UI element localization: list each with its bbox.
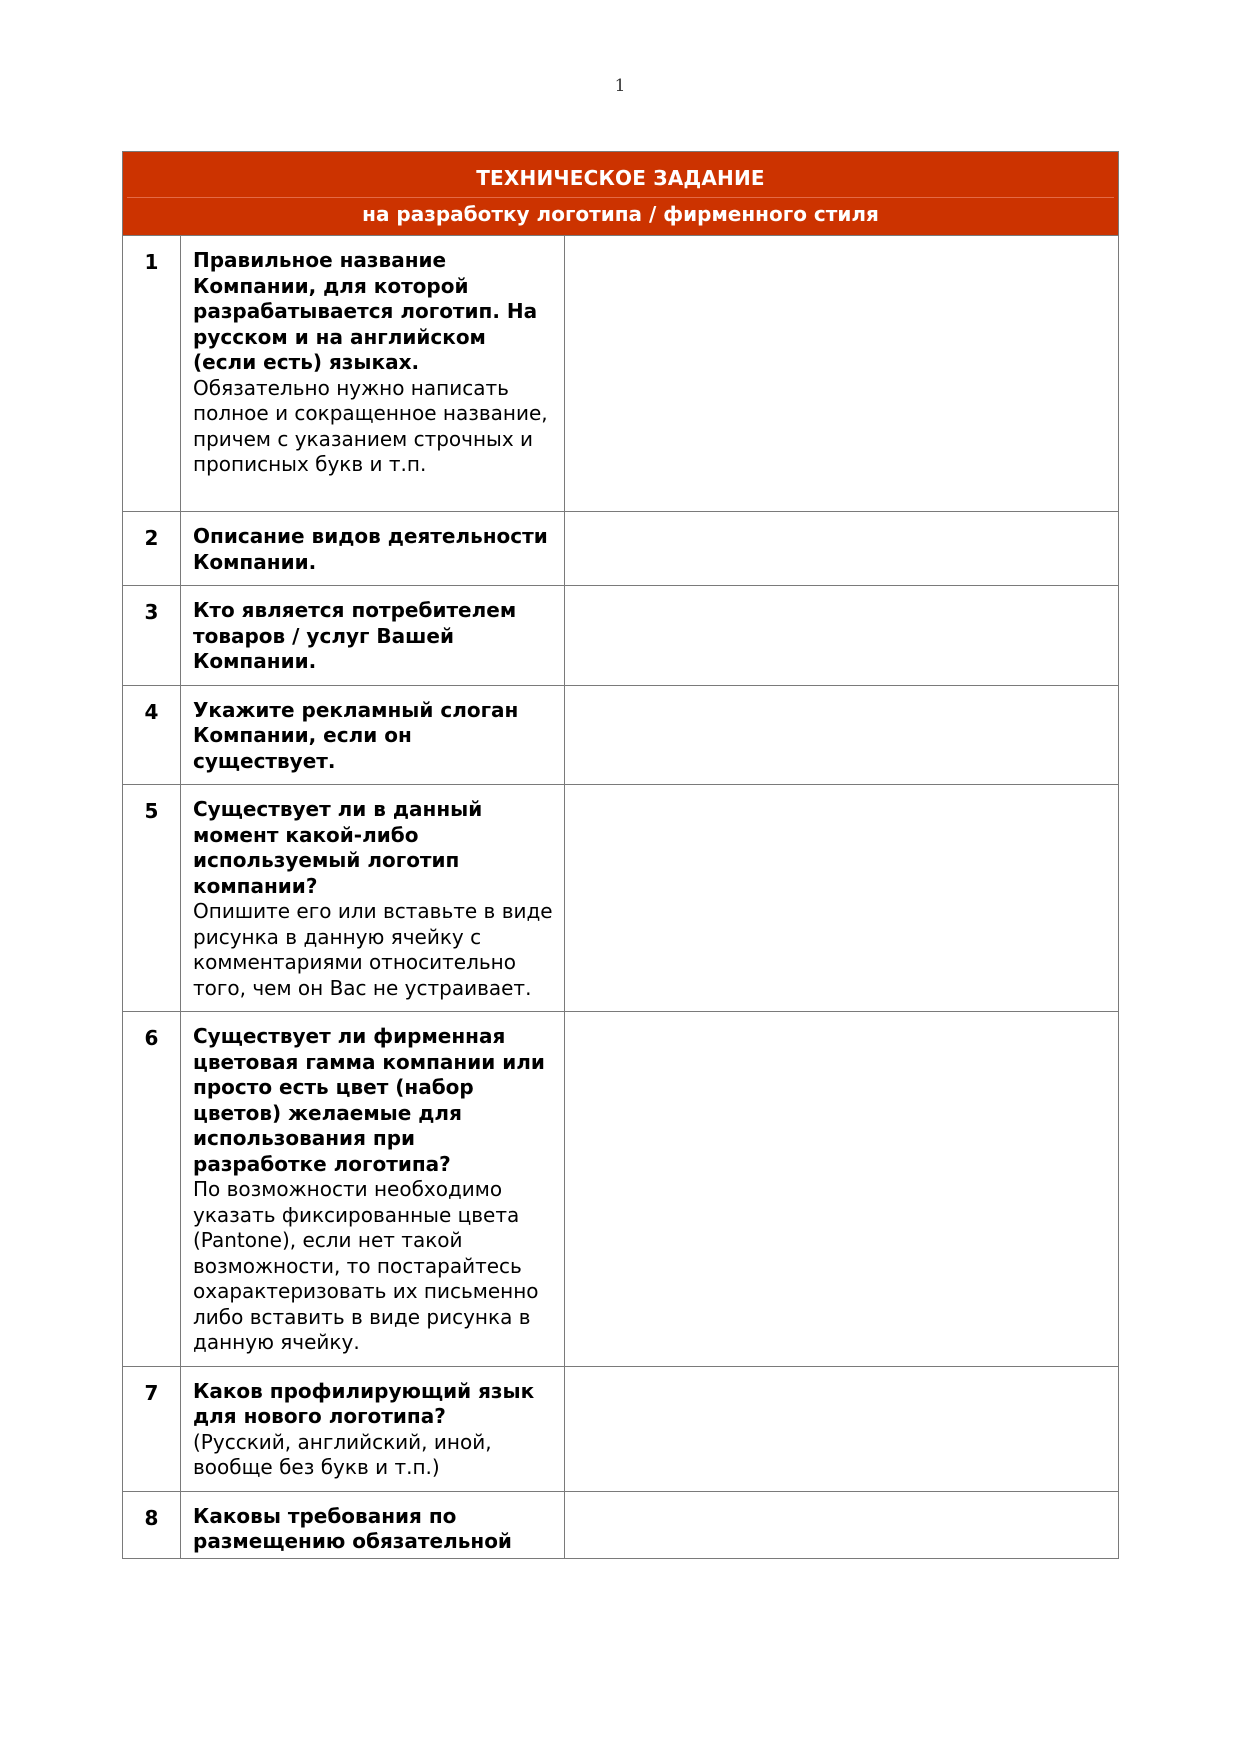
table-row [123, 236, 1119, 512]
answer-cell[interactable] [565, 512, 1119, 586]
question-text: Кто является потребителем товаров / услуг Вашей Компании. [193, 598, 517, 673]
table-row [123, 1491, 1119, 1558]
row-number: 8 [123, 1491, 181, 1558]
answer-cell[interactable] [565, 586, 1119, 686]
table-row [123, 785, 1119, 1012]
question-cell [181, 1366, 565, 1491]
specification-table [122, 151, 1119, 1559]
question-cell [181, 785, 565, 1012]
table-header [123, 152, 1119, 236]
question-text: Укажите рекламный слоган Компании, если он существует. [193, 697, 519, 773]
question-text: Существует ли фирменная цветовая гамма компании или просто есть цвет (набор цветов) желаемые для использования при разработке логотипа? [193, 1024, 545, 1176]
answer-cell[interactable] [565, 685, 1119, 785]
question-text: Каковы требования по размещению обязательной [193, 1503, 512, 1553]
question-note: По возможности необходимо указать фиксированные цвета (Pantone), если нет такой возможности, то постарайтесь охарактеризовать их письменно либо вставить в виде рисунка в данную ячейку. [193, 1177, 539, 1354]
row-number: 3 [123, 586, 181, 686]
question-text: Описание видов деятельности Компании. [193, 524, 548, 574]
answer-cell[interactable] [565, 1491, 1119, 1558]
answer-cell[interactable] [565, 785, 1119, 1012]
row-number: 2 [123, 512, 181, 586]
table-header-row [123, 152, 1119, 236]
table-row [123, 1366, 1119, 1491]
question-text: Правильное название Компании, для которой разрабатывается логотип. На русском и на английском (если есть) языках. [193, 248, 538, 374]
question-cell [181, 685, 565, 785]
row-number: 7 [123, 1366, 181, 1491]
table-row [123, 1012, 1119, 1367]
question-cell [181, 586, 565, 686]
table-row [123, 586, 1119, 686]
question-text: Каков профилирующий язык для нового логотипа? [193, 1378, 535, 1428]
row-number: 4 [123, 685, 181, 785]
answer-cell[interactable] [565, 1366, 1119, 1491]
answer-cell[interactable] [565, 236, 1119, 512]
question-cell [181, 236, 565, 512]
question-note: Обязательно нужно написать полное и сокращенное название, причем с указанием строчных и прописных букв и т.п. [193, 375, 548, 476]
page-number: 1 [614, 76, 626, 96]
question-text: Существует ли в данный момент какой-либо используемый логотип компании? [193, 797, 483, 898]
question-cell [181, 1012, 565, 1367]
document-title: ТЕХНИЧЕСКОЕ ЗАДАНИЕ [476, 166, 765, 190]
table-row [123, 685, 1119, 785]
row-number: 1 [123, 236, 181, 512]
document-subtitle: на разработку логотипа / фирменного стиля [362, 202, 879, 226]
table-row [123, 512, 1119, 586]
row-number: 5 [123, 785, 181, 1012]
question-note: Опишите его или вставьте в виде рисунка в данную ячейку с комментариями относительно того, чем он Вас не устраивает. [193, 899, 553, 1000]
answer-cell[interactable] [565, 1012, 1119, 1367]
question-note: (Русский, английский, иной, вообще без букв и т.п.) [193, 1429, 492, 1479]
question-cell [181, 1491, 565, 1558]
question-cell [181, 512, 565, 586]
row-number: 6 [123, 1012, 181, 1367]
